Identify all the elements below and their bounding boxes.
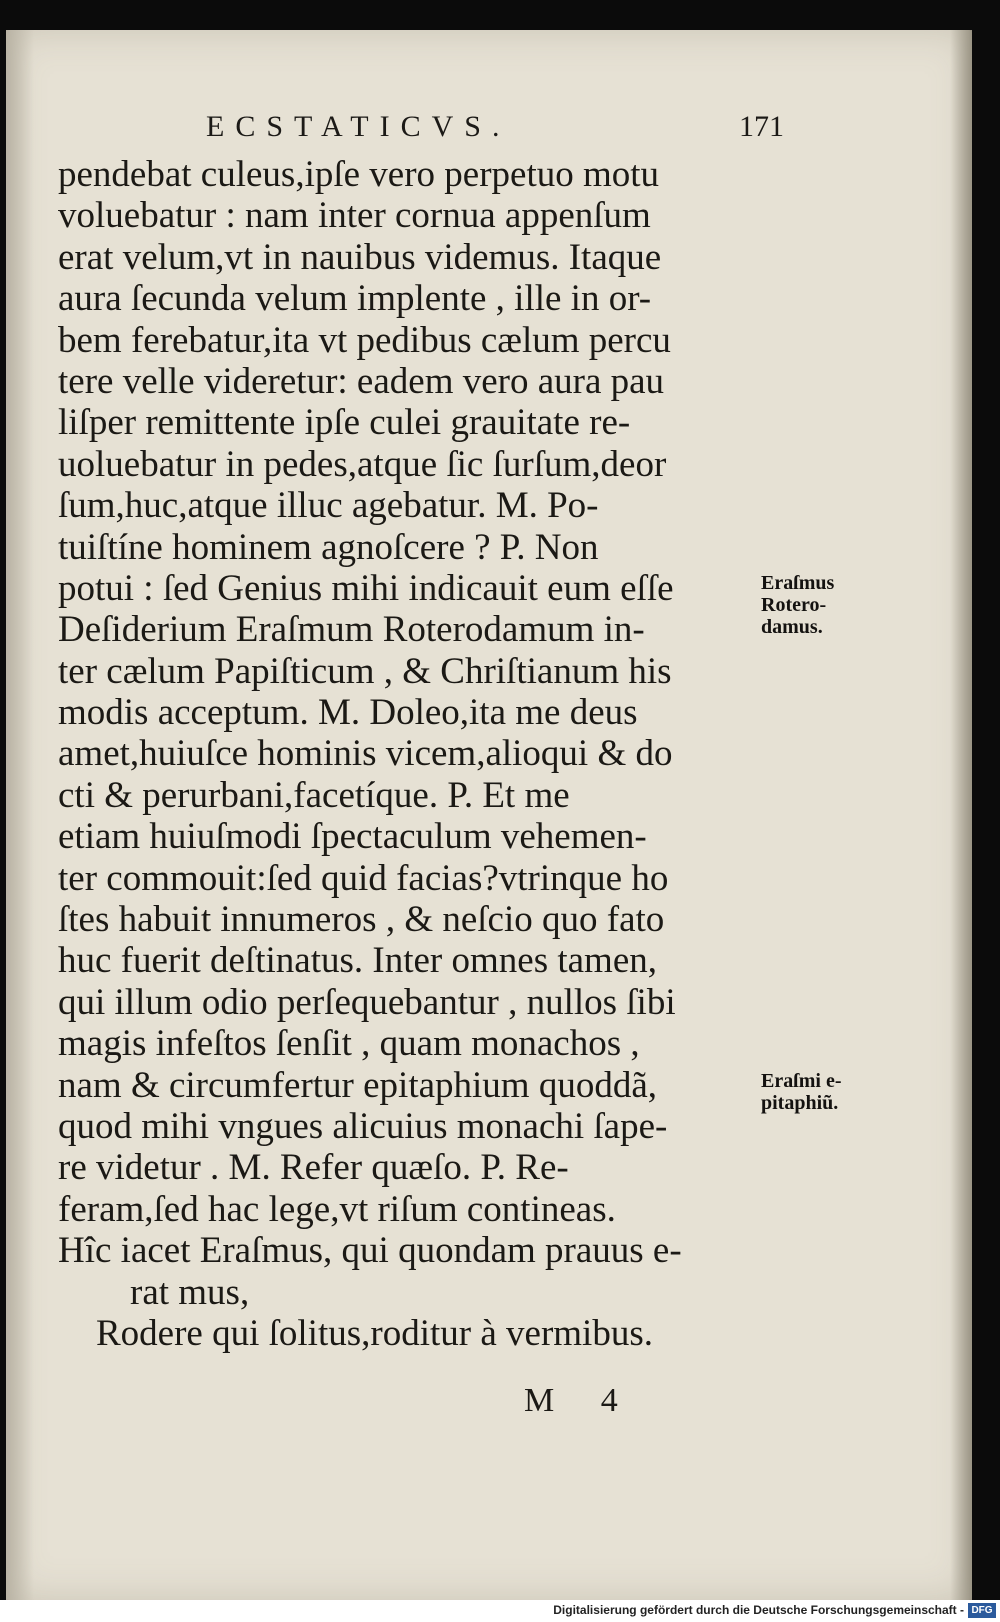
text-line: tuiſtíne hominem agnoſcere ? P. Non xyxy=(58,526,599,568)
body-text xyxy=(58,154,758,1354)
text-line: modis acceptum. M. Doleo,ita me deus xyxy=(58,692,638,734)
text-line: potui : ſed Genius mihi indicauit eum eſſe xyxy=(58,567,674,609)
page-number: 171 xyxy=(739,110,784,143)
text-line: ſtes habuit innumeros , & neſcio quo fato xyxy=(58,899,665,941)
verse-line: rat mus, xyxy=(130,1271,250,1313)
text-line: cti & perurbani,facetíque. P. Et me xyxy=(58,774,570,816)
text-line: Deſiderium Eraſmum Roterodamum in- xyxy=(58,609,645,651)
text-line: magis infeſtos ſenſit , quam monachos , xyxy=(58,1023,640,1065)
verse-line: Rodere qui ſolitus,roditur à vermibus. xyxy=(96,1312,653,1354)
text-line: huc fuerit deſtinatus. Inter omnes tamen, xyxy=(58,940,658,982)
text-line: etiam huiuſmodi ſpectaculum vehemen- xyxy=(58,816,647,858)
footer-credit: Digitalisierung gefördert durch die Deutsche Forschungsgemeinschaft - xyxy=(553,1603,964,1617)
text-line: aura ſecunda velum implente , ille in or- xyxy=(58,278,652,320)
marginal-note-epitaph: Eraſmi e- pitaphiũ. xyxy=(761,1070,842,1114)
text-line: ter commouit:ſed quid facias?vtrinque ho xyxy=(58,857,669,899)
text-line: ter cælum Papiſticum , & Chriſtianum his xyxy=(58,650,672,692)
text-line: bem ferebatur,ita vt pedibus cælum percu xyxy=(58,319,671,361)
footer-bar xyxy=(0,1600,1000,1622)
book-page xyxy=(6,30,972,1600)
text-line: quod mihi vngues alicuius monachi ſape- xyxy=(58,1105,668,1147)
dfg-logo: DFG xyxy=(968,1603,996,1618)
text-line: re videtur . M. Refer quæſo. P. Re- xyxy=(58,1147,569,1189)
text-line: feram,ſed hac lege,vt riſum contineas. xyxy=(58,1188,616,1230)
text-line: voluebatur : nam inter cornua appenſum xyxy=(58,195,651,237)
text-line: ſum,huc,atque illuc agebatur. M. Po- xyxy=(58,485,599,527)
text-line: qui illum odio perſequebantur , nullos ſibi xyxy=(58,981,676,1023)
text-line: nam & circumfertur epitaphium quoddã, xyxy=(58,1064,658,1106)
text-line: tere velle videretur: eadem vero aura pau xyxy=(58,360,665,402)
signature-mark: M 4 xyxy=(524,1382,618,1419)
running-head: ECSTATICVS. xyxy=(206,110,511,143)
verse-line: Hîc iacet Eraſmus, qui quondam prauus e- xyxy=(58,1230,682,1272)
text-line: pendebat culeus,ipſe vero perpetuo motu xyxy=(58,154,660,195)
marginal-note-erasmus: Eraſmus Rotero- damus. xyxy=(761,572,835,638)
text-line: liſper remittente ipſe culei grauitate re- xyxy=(58,402,631,444)
text-line: amet,huiuſce hominis vicem,alioqui & do xyxy=(58,733,673,775)
text-line: erat velum,vt in nauibus videmus. Itaque xyxy=(58,236,662,278)
text-line: uoluebatur in pedes,atque ſic ſurſum,deor xyxy=(58,443,667,485)
